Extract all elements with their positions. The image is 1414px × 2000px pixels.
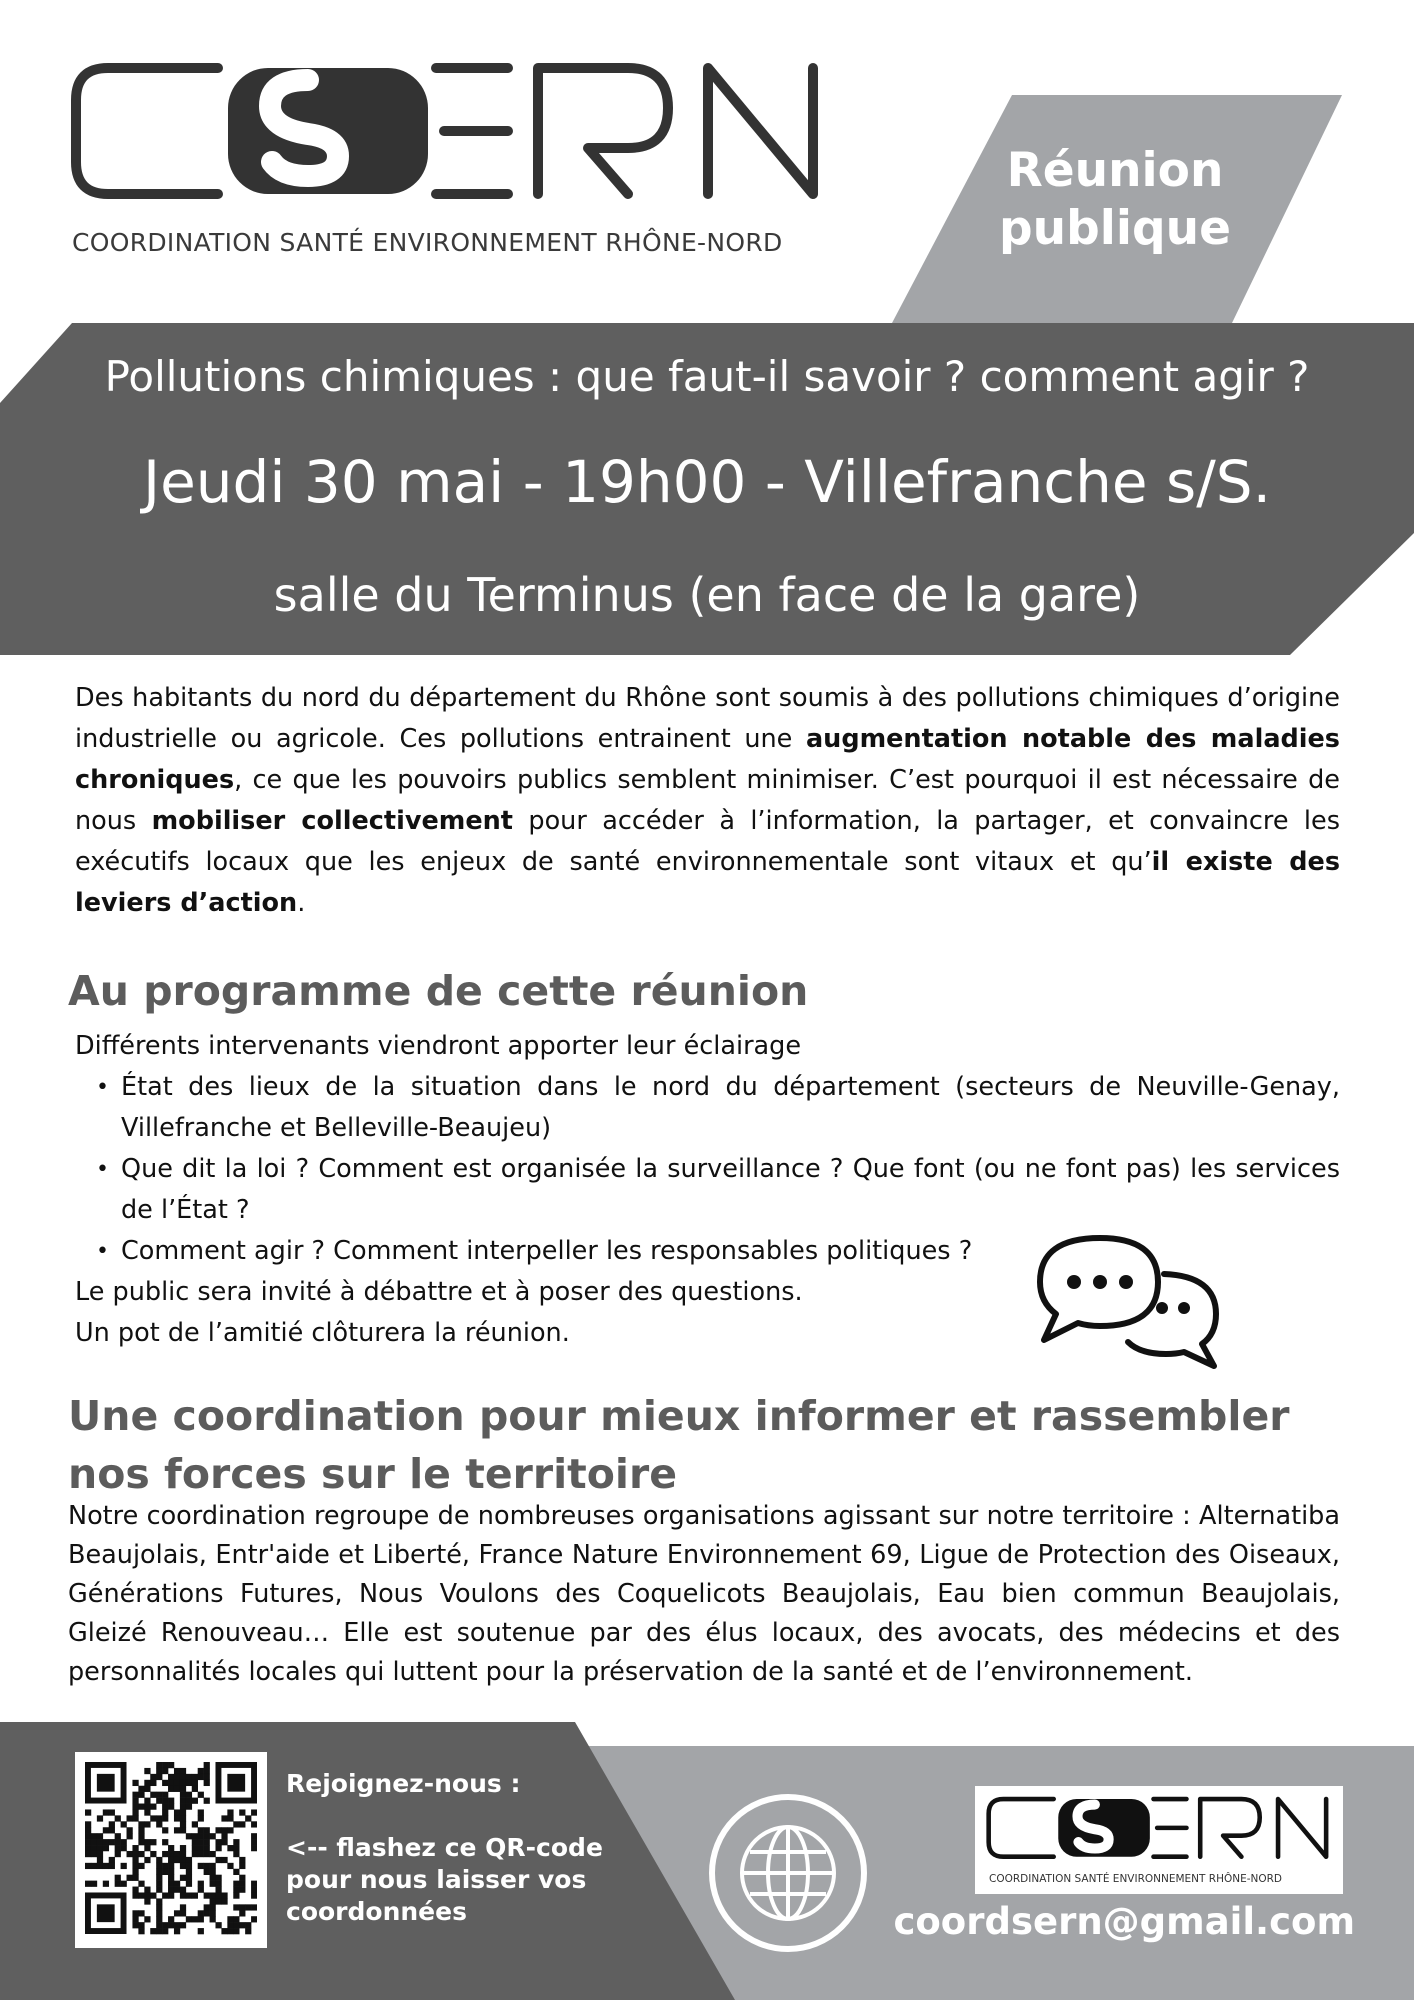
header-event: Jeudi 30 mai - 19h00 - Villefranche s/S. [142, 448, 1272, 516]
speech-bubbles-icon [1030, 1230, 1230, 1370]
qr-code-image [85, 1762, 257, 1938]
intro-bold-3: il existe des leviers d’action [75, 847, 1340, 918]
banner-label [960, 142, 1270, 258]
join-block [286, 1768, 646, 1928]
join-title: Rejoignez-nous : [286, 1769, 521, 1798]
intro-text-1: Des habitants du nord du département du Rhône sont soumis à des pollutions chimiques d’origine industrielle ou agricole. Ces pollutions entrainent une [75, 683, 1340, 754]
globe-icon[interactable] [707, 1792, 869, 1954]
intro-text-2: , ce que les pouvoirs publics semblent minimiser. C’est pourquoi il est nécessaire de nous [75, 765, 1340, 836]
contact-email[interactable]: coordsern@gmail.com [893, 1900, 1355, 1943]
header-tagline: Pollutions chimiques : que faut-il savoir ? comment agir ? [104, 352, 1310, 401]
join-line-2: pour nous laisser vos [286, 1865, 587, 1894]
programme-item: • Comment agir ? Comment interpeller les responsables politiques ? [75, 1231, 1015, 1272]
intro-bold-1: augmentation notable des maladies chroniques [75, 724, 1340, 795]
footer-logo-subtitle: COORDINATION SANTÉ ENVIRONNEMENT RHÔNE-NORD [989, 1873, 1283, 1885]
qr-code[interactable] [75, 1752, 267, 1948]
intro-text-4: . [297, 888, 306, 918]
footer-logo-mark [985, 1792, 1333, 1872]
programme-item: • Que dit la loi ? Comment est organisée la surveillance ? Que font (ou ne font pas) les services de l’État ? [75, 1149, 1340, 1231]
coordination-paragraph: Notre coordination regroupe de nombreuses organisations agissant sur notre territoire : Alternatiba Beaujolais, Entr'aide et Liberté, France Nature Environnement 69, Ligue de Protection des Oiseaux, Générations Futures, Nous Voulons des Coquelicots Beaujolais, Eau bien commun Beaujolais, Gleizé Renouveau… Elle est soutenue par des élus locaux, des avocats, des médecins et des personnalités locales qui luttent pour la préservation de la santé et de l’environnement. [68, 1501, 1340, 1687]
coordination-heading-line2: nos forces sur le territoire [68, 1450, 678, 1498]
csern-logo-mark [68, 60, 828, 220]
join-line-3: coordonnées [286, 1897, 467, 1926]
logo-subtitle: COORDINATION SANTÉ ENVIRONNEMENT RHÔNE-NORD [72, 228, 783, 257]
programme-item: • État des lieux de la situation dans le nord du département (secteurs de Neuville-Genay, Villefranche et Belleville-Beaujeu) [75, 1067, 1340, 1149]
intro-text-3: pour accéder à l’information, la partager, et convaincre les exécutifs locaux que les enjeux de santé environnementale sont vitaux et qu’ [75, 806, 1340, 877]
coordination-heading [68, 1387, 1368, 1503]
intro-bold-2: mobiliser collectivement [151, 806, 513, 836]
intro-paragraph [75, 678, 1340, 924]
header-venue: salle du Terminus (en face de la gare) [273, 568, 1141, 622]
programme-lead: Différents intervenants viendront apporter leur éclairage [75, 1031, 802, 1061]
csern-logo [68, 60, 820, 265]
join-line-1: <-- flashez ce QR-code [286, 1833, 603, 1862]
banner-line2: publique [999, 201, 1231, 256]
programme-heading: Au programme de cette réunion [68, 967, 809, 1015]
programme-closing-2: Un pot de l’amitié clôturera la réunion. [75, 1318, 570, 1348]
coordination-heading-line1: Une coordination pour mieux informer et rassembler [68, 1392, 1290, 1440]
programme-closing-1: Le public sera invité à débattre et à poser des questions. [75, 1277, 803, 1307]
banner-line1: Réunion [1006, 143, 1224, 198]
footer-logo [975, 1786, 1343, 1894]
